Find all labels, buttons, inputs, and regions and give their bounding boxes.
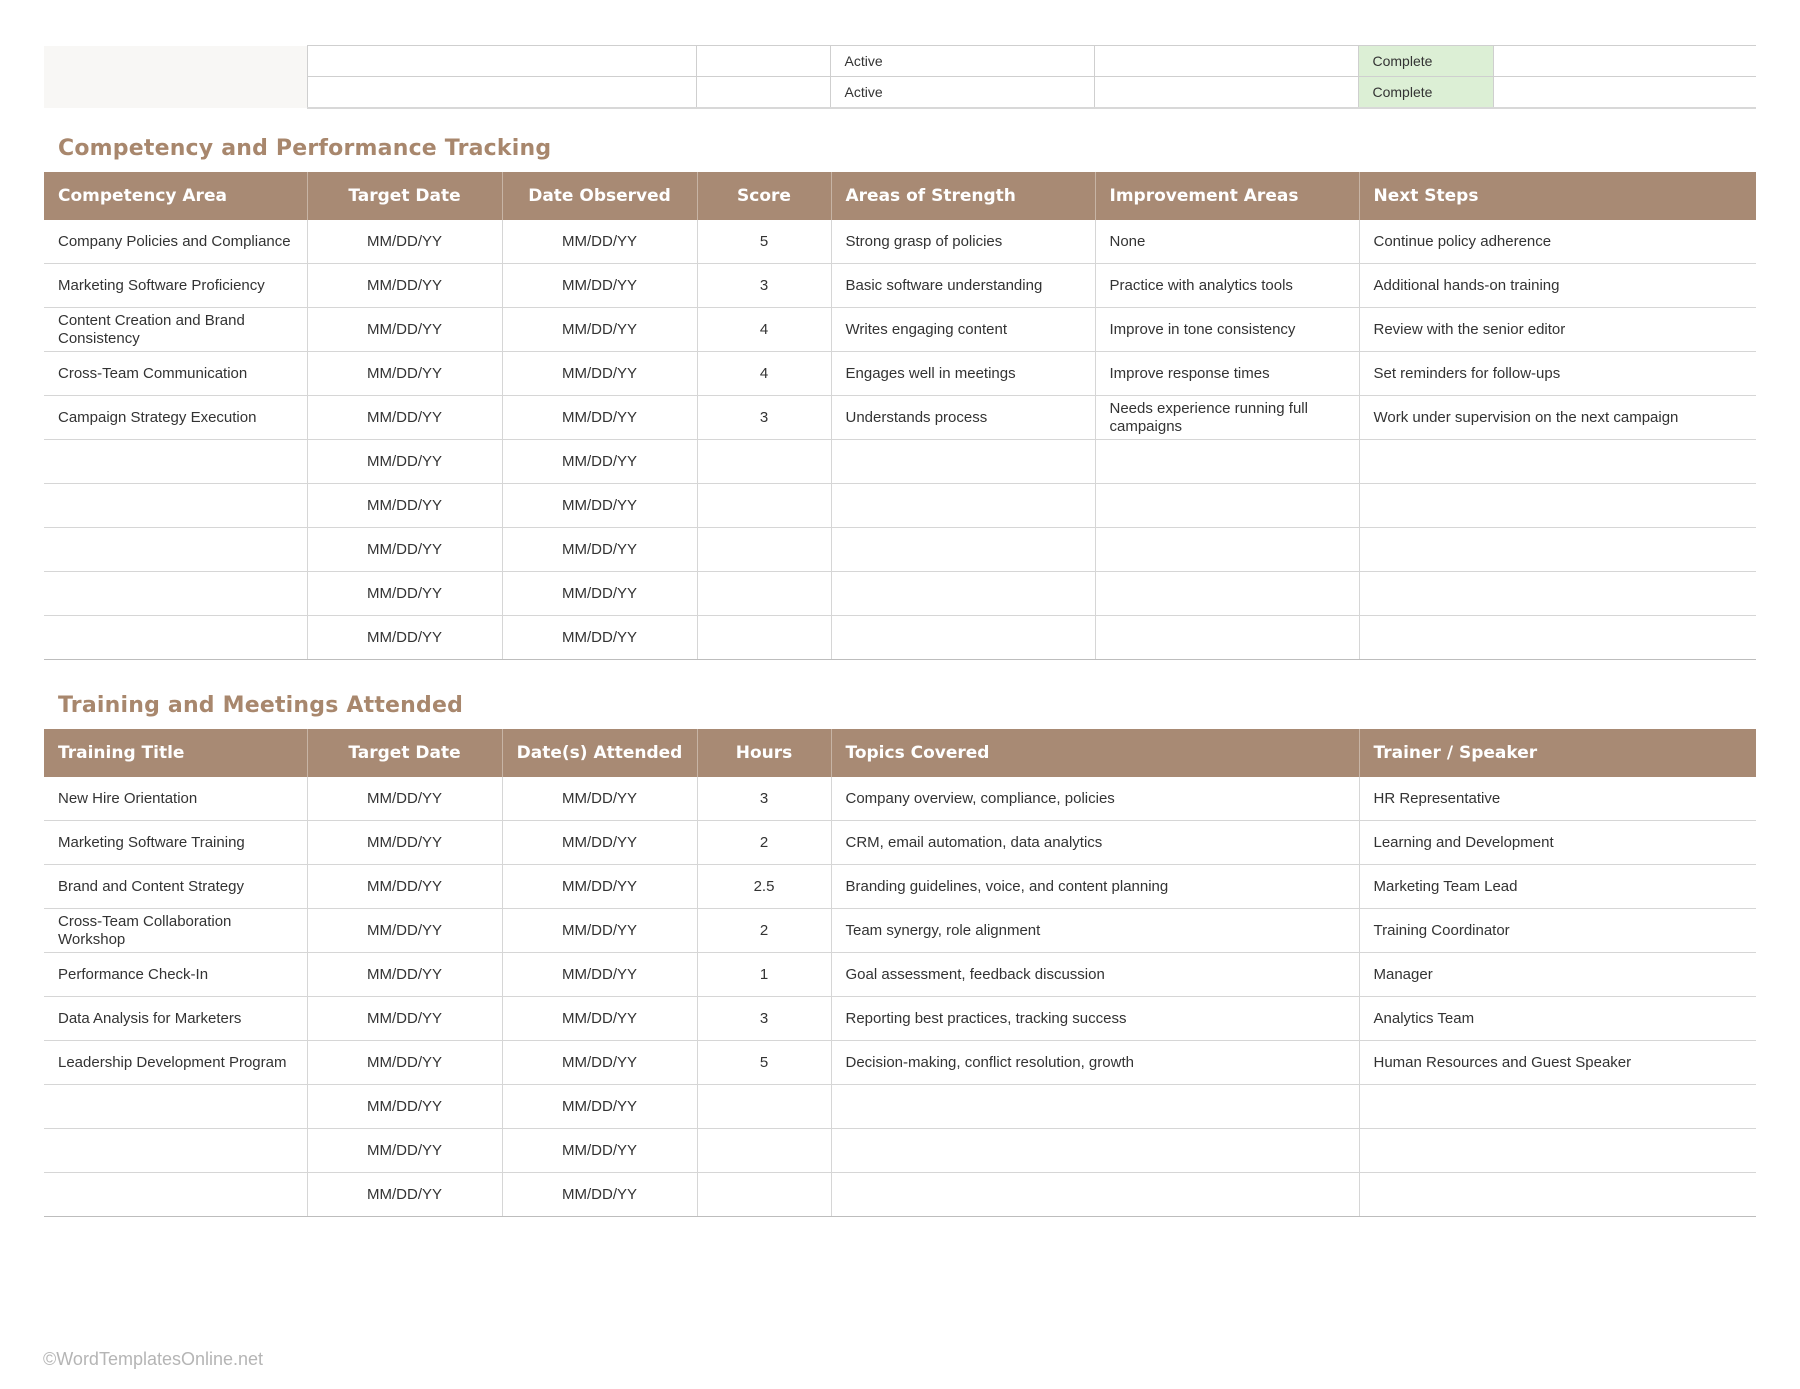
table-cell [1359,440,1756,484]
table-cell: MM/DD/YY [307,396,502,440]
table-row [44,1041,1756,1085]
table-cell [1359,1173,1756,1217]
column-header: Next Steps [1359,172,1756,220]
training-section-title: Training and Meetings Attended [58,693,464,718]
table-cell: 3 [697,997,831,1041]
table-cell: Basic software understanding [831,264,1095,308]
table-cell: Training Coordinator [1359,909,1756,953]
table-cell [1095,440,1359,484]
table-cell: MM/DD/YY [307,352,502,396]
table-cell: 3 [697,396,831,440]
table-cell [697,616,831,660]
table-cell [697,484,831,528]
table-cell: Brand and Content Strategy [44,865,307,909]
table-row [44,528,1756,572]
table-cell: MM/DD/YY [502,821,697,865]
table-row [44,1173,1756,1217]
table-cell [831,1173,1359,1217]
table-cell: Branding guidelines, voice, and content planning [831,865,1359,909]
table-cell: MM/DD/YY [307,616,502,660]
table-cell: 2.5 [697,865,831,909]
table-cell: None [1095,220,1359,264]
column-header: Areas of Strength [831,172,1095,220]
table-cell: Marketing Software Training [44,821,307,865]
training-table [44,729,1756,1217]
table-cell: Needs experience running full campaigns [1095,396,1359,440]
footer-copyright: ©WordTemplatesOnline.net [43,1349,264,1369]
column-header: Competency Area [44,172,307,220]
table-cell [1359,616,1756,660]
table-cell: Marketing Team Lead [1359,865,1756,909]
table-cell [1359,528,1756,572]
table-cell: Performance Check-In [44,953,307,997]
table-cell: MM/DD/YY [307,484,502,528]
table-cell [44,1173,307,1217]
table-cell [697,572,831,616]
table-cell: MM/DD/YY [502,1173,697,1217]
table-cell [1095,528,1359,572]
top-partial-table [44,45,1756,109]
table-cell [44,1085,307,1129]
table-cell [831,528,1095,572]
table-cell: Goal assessment, feedback discussion [831,953,1359,997]
table-cell [44,616,307,660]
status-cell: Complete [1358,77,1493,109]
table-cell: MM/DD/YY [502,484,697,528]
table-cell [831,1129,1359,1173]
table-cell: MM/DD/YY [502,1085,697,1129]
table-cell: Engages well in meetings [831,352,1095,396]
table-cell: Cross-Team Collaboration Workshop [44,909,307,953]
table-cell [1094,77,1358,109]
table-cell [697,440,831,484]
table-row [44,264,1756,308]
table-cell [1359,572,1756,616]
table-row [44,1085,1756,1129]
status-cell: Complete [1358,46,1493,77]
table-row [44,308,1756,352]
table-cell: MM/DD/YY [502,909,697,953]
table-cell: MM/DD/YY [502,865,697,909]
table-row [44,440,1756,484]
table-row [44,352,1756,396]
table-cell [1095,616,1359,660]
table-cell [831,1085,1359,1129]
table-cell [1359,484,1756,528]
training-header-row [44,729,1756,777]
table-cell: Improve response times [1095,352,1359,396]
table-cell: New Hire Orientation [44,777,307,821]
table-cell [307,46,696,77]
table-row [44,572,1756,616]
table-row [44,1129,1756,1173]
table-cell: 4 [697,308,831,352]
table-cell: MM/DD/YY [502,777,697,821]
column-header: Date(s) Attended [502,729,697,777]
table-cell: Active [830,46,1094,77]
table-cell: Work under supervision on the next campaign [1359,396,1756,440]
table-cell [1493,46,1756,77]
table-cell: Company Policies and Compliance [44,220,307,264]
table-cell: Continue policy adherence [1359,220,1756,264]
table-row [44,953,1756,997]
table-cell [1095,484,1359,528]
table-cell: 3 [697,777,831,821]
table-cell [831,484,1095,528]
column-header: Improvement Areas [1095,172,1359,220]
column-header: Topics Covered [831,729,1359,777]
table-cell: MM/DD/YY [502,1129,697,1173]
table-cell [1493,77,1756,109]
table-cell: Writes engaging content [831,308,1095,352]
table-row [44,821,1756,865]
table-cell [831,616,1095,660]
table-cell: MM/DD/YY [502,953,697,997]
competency-section-title: Competency and Performance Tracking [58,136,552,161]
table-cell: MM/DD/YY [307,777,502,821]
table-cell [696,77,830,109]
table-cell: Leadership Development Program [44,1041,307,1085]
column-header: Trainer / Speaker [1359,729,1756,777]
table-row [44,997,1756,1041]
table-cell: MM/DD/YY [307,1173,502,1217]
table-cell [697,1085,831,1129]
table-cell: 2 [697,821,831,865]
table-cell: 1 [697,953,831,997]
table-cell: MM/DD/YY [307,308,502,352]
column-header: Training Title [44,729,307,777]
table-cell [44,440,307,484]
table-cell: MM/DD/YY [307,440,502,484]
table-cell: MM/DD/YY [307,264,502,308]
table-cell: MM/DD/YY [307,865,502,909]
column-header: Target Date [307,172,502,220]
table-cell [1094,46,1358,77]
table-cell: MM/DD/YY [307,1129,502,1173]
table-cell: 5 [697,220,831,264]
table-cell: Understands process [831,396,1095,440]
table-row [44,220,1756,264]
table-cell: MM/DD/YY [307,1041,502,1085]
table-cell: MM/DD/YY [502,1041,697,1085]
table-cell: Cross-Team Communication [44,352,307,396]
table-cell: MM/DD/YY [502,396,697,440]
table-cell: Analytics Team [1359,997,1756,1041]
table-cell [44,572,307,616]
table-cell: Learning and Development [1359,821,1756,865]
table-cell: Improve in tone consistency [1095,308,1359,352]
table-cell: Campaign Strategy Execution [44,396,307,440]
table-cell: Content Creation and Brand Consistency [44,308,307,352]
table-row [44,484,1756,528]
table-cell: 5 [697,1041,831,1085]
table-cell: Data Analysis for Marketers [44,997,307,1041]
table-row [44,396,1756,440]
table-cell: MM/DD/YY [307,572,502,616]
table-cell: Practice with analytics tools [1095,264,1359,308]
table-cell: Manager [1359,953,1756,997]
competency-table [44,172,1756,660]
table-cell: HR Representative [1359,777,1756,821]
blank-cell [44,46,307,109]
table-cell: CRM, email automation, data analytics [831,821,1359,865]
table-cell: Decision-making, conflict resolution, growth [831,1041,1359,1085]
table-row [44,909,1756,953]
table-cell: MM/DD/YY [502,572,697,616]
table-cell: MM/DD/YY [502,528,697,572]
table-cell [697,1129,831,1173]
table-row [44,777,1756,821]
table-cell [831,572,1095,616]
table-cell: MM/DD/YY [307,997,502,1041]
table-cell: Marketing Software Proficiency [44,264,307,308]
table-cell [1359,1129,1756,1173]
table-row [44,46,1756,77]
table-cell: Additional hands-on training [1359,264,1756,308]
table-cell: MM/DD/YY [502,616,697,660]
table-cell: MM/DD/YY [502,308,697,352]
column-header: Hours [697,729,831,777]
table-cell [307,77,696,109]
table-cell: MM/DD/YY [307,821,502,865]
table-cell [44,1129,307,1173]
table-cell: Active [830,77,1094,109]
table-cell: MM/DD/YY [502,997,697,1041]
table-cell: MM/DD/YY [307,909,502,953]
table-cell: MM/DD/YY [502,352,697,396]
table-cell: MM/DD/YY [307,1085,502,1129]
table-cell: MM/DD/YY [502,220,697,264]
table-cell: Review with the senior editor [1359,308,1756,352]
table-cell [44,484,307,528]
column-header: Target Date [307,729,502,777]
table-cell: 3 [697,264,831,308]
table-row [44,616,1756,660]
table-cell: MM/DD/YY [307,220,502,264]
column-header: Date Observed [502,172,697,220]
table-cell: Team synergy, role alignment [831,909,1359,953]
table-cell [696,46,830,77]
table-cell: Human Resources and Guest Speaker [1359,1041,1756,1085]
table-cell: MM/DD/YY [307,953,502,997]
competency-header-row [44,172,1756,220]
table-cell [44,528,307,572]
table-cell [831,440,1095,484]
table-cell: Strong grasp of policies [831,220,1095,264]
table-cell [1095,572,1359,616]
table-cell [697,1173,831,1217]
table-cell: Reporting best practices, tracking success [831,997,1359,1041]
table-cell: 4 [697,352,831,396]
table-cell [1359,1085,1756,1129]
table-cell: Set reminders for follow-ups [1359,352,1756,396]
table-row [44,865,1756,909]
column-header: Score [697,172,831,220]
table-cell: 2 [697,909,831,953]
table-cell: MM/DD/YY [502,264,697,308]
table-cell: MM/DD/YY [307,528,502,572]
table-cell: Company overview, compliance, policies [831,777,1359,821]
table-cell [697,528,831,572]
table-cell: MM/DD/YY [502,440,697,484]
